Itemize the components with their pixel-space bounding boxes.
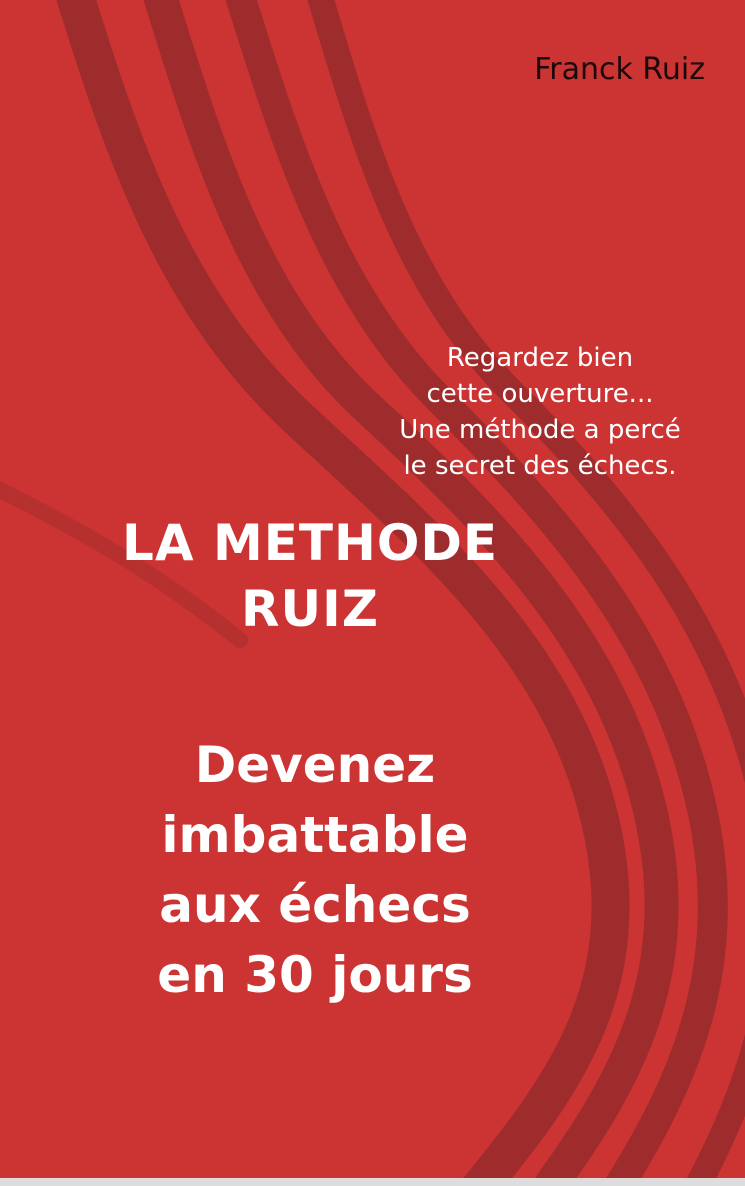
book-subtitle-line: en 30 jours <box>157 946 473 1004</box>
author-name: Franck Ruiz <box>534 52 705 87</box>
teaser-line: le secret des échecs. <box>403 451 677 481</box>
teaser-line: Regardez bien <box>446 343 634 373</box>
book-title <box>0 510 620 642</box>
cover-bottom-edge <box>0 1178 745 1186</box>
book-subtitle-line: Devenez <box>194 736 436 794</box>
book-title-line: RUIZ <box>241 580 379 638</box>
book-subtitle-line: aux échecs <box>159 876 471 934</box>
book-subtitle-line: imbattable <box>161 806 469 864</box>
book-subtitle <box>0 730 630 1010</box>
book-title-line: LA METHODE <box>122 514 498 572</box>
teaser-line: Une méthode a percé <box>399 415 681 445</box>
teaser-text <box>360 340 720 484</box>
teaser-line: cette ouverture... <box>426 379 654 409</box>
